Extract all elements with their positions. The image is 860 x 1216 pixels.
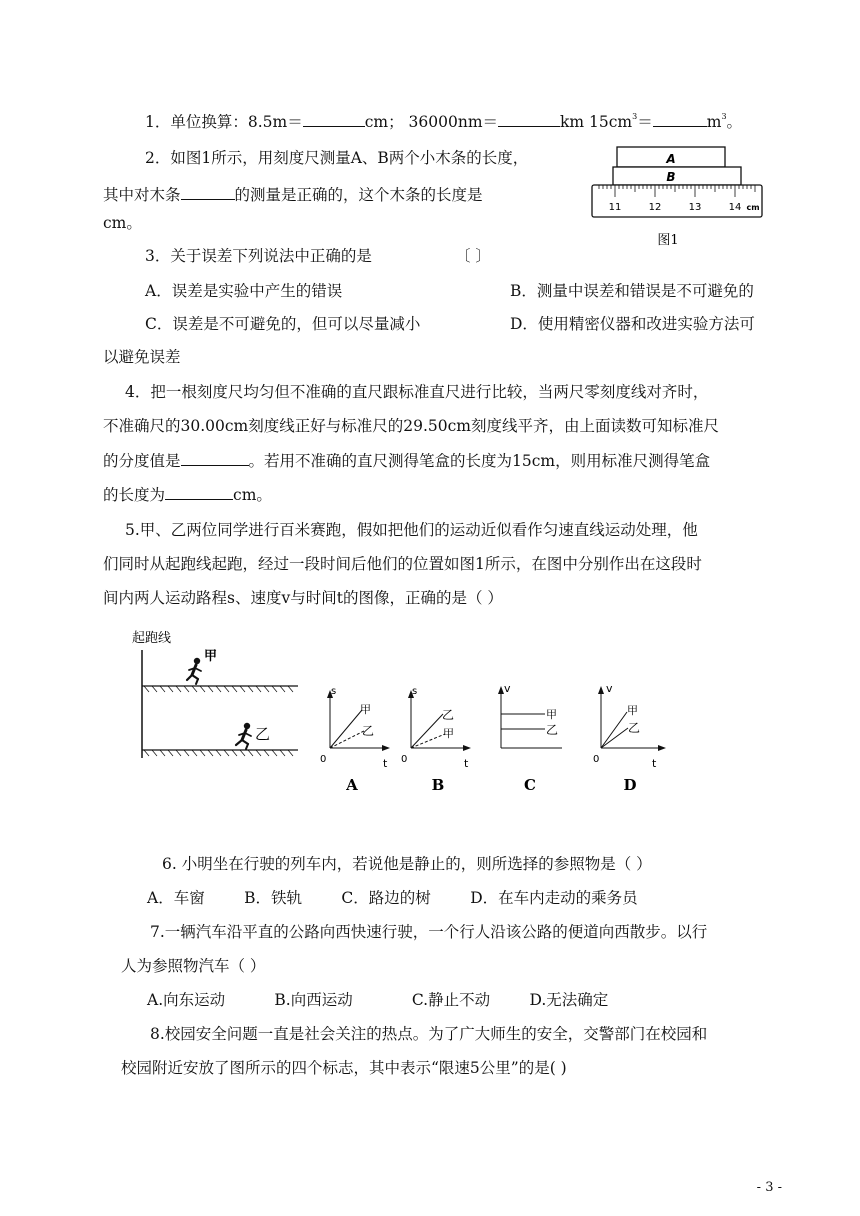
q2-line1: 2．如图1所示，用刻度尺测量A、B两个小木条的长度， — [145, 149, 529, 167]
q5-line1: 5.甲、乙两位同学进行百米赛跑，假如把他们的运动近似看作匀速直线运动处理，他 — [125, 521, 698, 539]
graph-b-label-jia: 甲 — [443, 727, 454, 740]
figure-caption: 图1 — [657, 233, 679, 248]
q7-line2: 人为参照物汽车（ ） — [121, 957, 266, 975]
q6-options[interactable]: A．车窗 B．铁轨 C．路边的树 D．在车内走动的乘务员 — [147, 889, 638, 907]
q4-line3: 的分度值是 。若用不准确的直尺测得笔盒的长度为15cm，则用标准尺测得笔盒 — [103, 449, 710, 472]
label-a: A — [666, 152, 676, 166]
graph-a-axis-s: s — [331, 686, 337, 697]
graph-b-letter: B — [431, 776, 445, 794]
graph-c-letter: C — [524, 776, 536, 794]
q2-line3: cm。 — [103, 214, 142, 232]
race-figure — [130, 622, 690, 802]
graph-a-origin: 0 — [320, 754, 327, 765]
graph-c-label-yi: 乙 — [546, 723, 559, 737]
answer-blank[interactable] — [181, 449, 249, 466]
answer-blank[interactable] — [303, 110, 365, 127]
graph-d — [598, 686, 666, 751]
graph-d-letter: D — [623, 776, 637, 794]
q3-option-d-cont: 以避免误差 — [103, 348, 181, 366]
q5-line3: 间内两人运动路程s、速度v与时间t的图像，正确的是（ ） — [103, 589, 503, 607]
tick-label-12: 12 — [648, 202, 662, 213]
graph-a-label-jia: 甲 — [360, 703, 371, 716]
q8-line2: 校园附近安放了图所示的四个标志，其中表示“限速5公里”的是( ) — [121, 1059, 567, 1077]
ruler-figure — [585, 140, 775, 250]
q3-option-b[interactable]: B．测量中误差和错误是不可避免的 — [510, 282, 754, 300]
answer-blank[interactable] — [498, 110, 560, 127]
q7-options[interactable]: A.向东运动 B.向西运动 C.静止不动 D.无法确定 — [147, 991, 609, 1009]
q4-line1: 4．把一根刻度尺均匀但不准确的直尺跟标准直尺进行比较，当两尺零刻度线对齐时， — [125, 383, 709, 401]
graph-a — [327, 690, 390, 751]
q2-line2: 其中对木条 的测量是正确的，这个木条的长度是 — [103, 183, 483, 206]
q6-stem: 6. 小明坐在行驶的列车内，若说他是静止的，则所选择的参照物是（ ） — [162, 855, 652, 873]
graph-a-letter: A — [346, 776, 358, 794]
answer-blank[interactable] — [653, 110, 707, 127]
label-b: B — [666, 170, 676, 184]
q3-option-a[interactable]: A．误差是实验中产生的错误 — [145, 282, 343, 300]
graph-b-axis-t: t — [464, 757, 469, 770]
graph-d-origin: 0 — [593, 754, 600, 765]
graph-d-axis-t: t — [652, 757, 657, 770]
q4-line4: 的长度为 cm。 — [103, 483, 272, 506]
q1-line: 1．单位换算：8.5m＝ cm； 36000nm＝ km $15cm^3= m^3$。 — [145, 112, 743, 131]
ruler-unit: cm — [746, 203, 760, 212]
runner-yi-icon — [236, 723, 251, 749]
wood-strip-b — [613, 167, 741, 185]
q8-line1: 8.校园安全问题一直是社会关注的热点。为了广大师生的安全，交警部门在校园和 — [150, 1025, 708, 1043]
runner-yi-label: 乙 — [255, 725, 271, 743]
answer-blank[interactable] — [165, 483, 233, 500]
runner-jia-icon — [187, 658, 201, 684]
q5-line2: 们同时从起跑线起跑，经过一段时间后他们的位置如图1所示，在图中分别作出在这段时 — [103, 555, 702, 573]
graph-d-axis-v: v — [606, 682, 613, 695]
tick-label-13: 13 — [688, 202, 702, 213]
q3-stem: 3．关于误差下列说法中正确的是 — [145, 247, 372, 265]
tick-label-11: 11 — [608, 202, 622, 213]
answer-blank[interactable] — [181, 183, 235, 200]
graph-b-origin: 0 — [401, 754, 408, 765]
lane-hatch-top — [144, 686, 293, 692]
q3-option-c[interactable]: C．误差是不可避免的，但可以尽量减小 — [145, 315, 421, 333]
page-number: - 3 - — [756, 1180, 782, 1195]
graph-c-label-jia: 甲 — [546, 708, 557, 721]
graph-d-label-jia: 甲 — [627, 704, 638, 717]
graph-b — [408, 690, 471, 751]
q4-line2: 不准确尺的30.00cm刻度线正好与标准尺的29.50cm刻度线平齐，由上面读数可知标准尺 — [103, 417, 720, 435]
graph-d-label-yi: 乙 — [628, 721, 641, 735]
graph-a-label-yi: 乙 — [362, 724, 375, 738]
graph-a-axis-t: t — [383, 757, 388, 770]
lane-hatch-bottom — [144, 750, 293, 756]
graph-c-axis-v: v — [504, 682, 511, 695]
graph-b-label-yi: 乙 — [442, 708, 455, 722]
q7-line1: 7.一辆汽车沿平直的公路向西快速行驶，一个行人沿该公路的便道向西散步。以行 — [150, 923, 708, 941]
graph-b-axis-s: s — [412, 686, 418, 697]
q3-bracket: 〔 〕 — [455, 247, 491, 265]
q3-option-d[interactable]: D．使用精密仪器和改进实验方法可 — [510, 315, 755, 333]
tick-label-14: 14 — [728, 202, 742, 213]
start-line-label: 起跑线 — [132, 631, 172, 646]
runner-jia-label: 甲 — [204, 649, 218, 664]
